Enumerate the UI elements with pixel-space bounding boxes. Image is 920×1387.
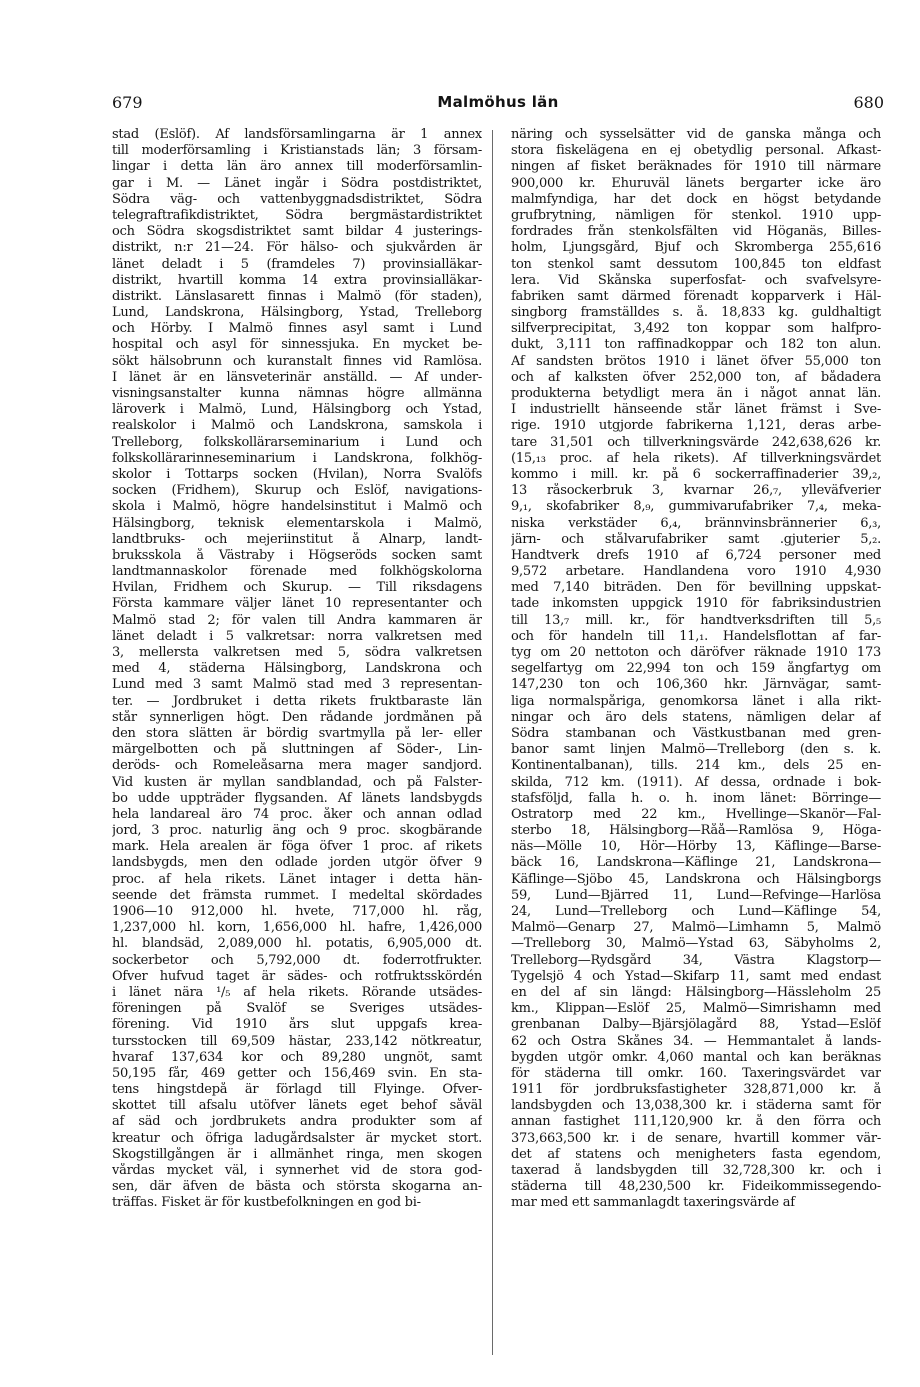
text-line: lera. Vid Skånska superfosfat- och svafvelsyre- xyxy=(511,272,881,288)
right-text-column xyxy=(511,127,881,1212)
column-divider xyxy=(492,130,493,1355)
text-line: jord, 3 proc. naturlig äng och 9 proc. skogbärande xyxy=(112,823,482,839)
text-line: den stora slätten är bördig svartmylla på ler- eller xyxy=(112,725,482,741)
text-line: ningar och äro dels statens, nämligen delar af xyxy=(511,709,881,725)
text-line: Första kammare väljer länet 10 representanter och xyxy=(112,596,482,612)
text-line: segelfartyg om 22,994 ton och 159 ångfartyg om xyxy=(511,661,881,677)
text-line: träffas. Fisket är för kustbefolkningen en god bi- xyxy=(112,1195,421,1211)
text-line: bo udde uppträder flygsanden. Af länets landsbygds xyxy=(112,790,482,806)
text-line: bäck 16, Landskrona—Käflinge 21, Landskrona— xyxy=(511,855,881,871)
text-line: Södra stambanan och Västkustbanan med gren- xyxy=(511,725,881,741)
text-line: 147,230 ton och 106,360 hkr. Järnvägar, samt- xyxy=(511,677,881,693)
text-line: landtmannaskolor förenade med folkhögskolorna xyxy=(112,564,482,580)
text-line: landsbygds, men den odlade jorden utgör öfver 9 xyxy=(112,855,482,871)
text-line: banor samt linjen Malmö—Trelleborg (den s. k. xyxy=(511,742,881,758)
text-line: 900,000 kr. Ehuruväl länets bergarter icke äro xyxy=(511,175,881,191)
text-line: —Trelleborg 30, Malmö—Ystad 63, Säbyholms 2, xyxy=(511,936,881,952)
text-line: distrikt, hvartill komma 14 extra provinsialläkar- xyxy=(112,272,482,288)
text-line: tare 31,501 och tillverkningsvärde 242,638,626 kr. xyxy=(511,434,881,450)
text-line: sockerbetor och 5,792,000 dt. foderrotfrukter. xyxy=(112,952,482,968)
text-line: länet deladt i 5 valkretsar: norra valkretsen med xyxy=(112,628,482,644)
text-line: taxerad å landsbygden till 32,728,300 kr. och i xyxy=(511,1163,881,1178)
text-line: deröds- och Romeleåsarna mera mager sandjord. xyxy=(112,758,482,774)
text-line: socken (Fridhem), Skurup och Eslöf, navigations- xyxy=(112,483,482,499)
text-line: och Hörby. I Malmö finnes asyl samt i Lund xyxy=(112,321,482,337)
text-line: en del af sin längd: Hälsingborg—Hässleholm 25 xyxy=(511,984,881,1000)
text-line: lingar i detta län äro annex till moderförsamlin- xyxy=(112,159,482,175)
text-line: tade inkomsten uppgick 1910 för fabriksindustrien xyxy=(511,596,881,612)
text-line: kreatur och öfriga ladugårdsalster är mycket stort. xyxy=(112,1130,482,1146)
text-line: märgelbotten och på sluttningen af Söder-, Lin- xyxy=(112,742,482,758)
text-line: proc. af hela rikets. Länet intager i detta hän- xyxy=(112,871,482,887)
text-line: Kontinentalbanan), tills. 214 km., dels 25 en- xyxy=(511,758,881,774)
text-line: (15,₁₃ proc. af hela rikets). Af tillverkningsvärdet xyxy=(511,450,881,466)
text-line: realskolor i Malmö och Landskrona, samskola i xyxy=(112,418,482,434)
text-line: Öfver hufvud taget är sädes- och rotfruktsskördén xyxy=(112,968,482,984)
text-line: Käflinge—Sjöbo 45, Landskrona och Hälsingborgs xyxy=(511,871,881,887)
text-line: 9,572 arbetare. Handlandena voro 1910 4,930 xyxy=(511,564,881,580)
left-text-column xyxy=(112,127,482,1212)
text-line: km., Klippan—Eslöf 25, Malmö—Simrishamn med xyxy=(511,1001,881,1017)
text-line: grufbrytning, nämligen för stenkol. 1910 upp- xyxy=(511,207,881,223)
text-line: stafsföljd, falla h. o. h. inom länet: Börringe— xyxy=(511,790,881,806)
page-number-left: 679 xyxy=(112,93,143,112)
text-line: i länet nära ¹/₅ af hela rikets. Rörande utsädes- xyxy=(112,984,482,1000)
text-line: distrikt. Länslasarett finnas i Malmö (för staden), xyxy=(112,288,482,304)
text-line: Vid kusten är myllan sandblandad, och på Falster- xyxy=(112,774,482,790)
text-line: rige. 1910 utgjorde fabrikerna 1,121, deras arbe- xyxy=(511,418,881,434)
text-line: näring och sysselsätter vid de ganska många och xyxy=(511,127,881,142)
text-line: och för handeln till 11,₁. Handelsflottan af far- xyxy=(511,628,881,644)
text-line: hela landareal äro 74 proc. åker och annan odlad xyxy=(112,806,482,822)
text-line: 62 och Östra Skånes 34. — Hemmantalet å lands- xyxy=(511,1033,881,1049)
text-line: af säd och jordbrukets andra produkter som af xyxy=(112,1114,482,1130)
text-line: stad (Eslöf). Af landsförsamlingarna är 1 annex xyxy=(112,127,482,142)
text-line: skola i Malmö, högre handelsinstitut i Malmö och xyxy=(112,499,482,515)
text-line: ningen af fisket beräknades för 1910 till närmare xyxy=(511,159,881,175)
text-line: 50,195 får, 469 getter och 156,469 svin. En sta- xyxy=(112,1065,482,1081)
text-line: ter. — Jordbruket i detta rikets fruktbaraste län xyxy=(112,693,482,709)
text-line: grenbanan Dalby—Bjärsjölagård 88, Ystad—Eslöf xyxy=(511,1017,881,1033)
text-line: det af statens och menigheters fasta egendom, xyxy=(511,1146,881,1162)
text-line: bygden utgör omkr. 4,060 mantal och kan beräknas xyxy=(511,1049,881,1065)
text-line: tens hingstdepå är förlagd till Flyinge. Öfver- xyxy=(112,1082,482,1098)
text-line: näs—Mölle 10, Hör—Hörby 13, Käflinge—Barse- xyxy=(511,839,881,855)
text-line: visningsanstalter kunna nämnas högre allmänna xyxy=(112,386,482,401)
text-line: järn- och stålvarufabriker samt .gjuterier 5,₂. xyxy=(511,531,881,547)
text-line: Södra väg- och vattenbyggnadsdistriktet, Södra xyxy=(112,191,482,207)
text-line: skolor i Tottarps socken (Hvilan), Norra Svalöfs xyxy=(112,466,482,482)
text-line: och af kalksten öfver 252,000 ton, af bådadera xyxy=(511,369,881,385)
text-line: 1906—10 912,000 hl. hvete, 717,000 hl. råg, xyxy=(112,904,482,919)
text-line: Malmö stad 2; för valen till Andra kammaren är xyxy=(112,612,482,628)
text-line: Af sandsten brötos 1910 i länet öfver 55,000 ton xyxy=(511,353,881,369)
text-line: Handtverk drefs 1910 af 6,724 personer med xyxy=(511,547,881,563)
text-line: bruksskola å Västraby i Högseröds socken samt xyxy=(112,547,482,563)
text-line: Lund, Landskrona, Hälsingborg, Ystad, Trelleborg xyxy=(112,305,482,321)
text-line: med 4, städerna Hälsingborg, Landskrona och xyxy=(112,661,482,677)
text-line: 1,237,000 hl. korn, 1,656,000 hl. hafre, 1,426,000 xyxy=(112,920,482,936)
text-line: sterbo 18, Hälsingborg—Råå—Ramlösa 9, Höga- xyxy=(511,823,881,839)
text-line: skottet till afsalu utöfver länets eget behof såväl xyxy=(112,1098,482,1114)
text-line: länet deladt i 5 (framdeles 7) provinsialläkar- xyxy=(112,256,482,272)
text-line: sökt hälsobrunn och kuranstalt finnes vid Ramlösa. xyxy=(112,353,482,369)
text-line: tursstocken till 69,509 hästar, 233,142 nötkreatur, xyxy=(112,1033,482,1049)
text-line: liga normalspåriga, genomkorsa länet i alla rikt- xyxy=(511,693,881,709)
text-line: dukt, 3,111 ton raffinadkoppar och 182 ton alun. xyxy=(511,337,881,353)
text-line: gar i M. — Länet ingår i Södra postdistriktet, xyxy=(112,175,482,191)
text-line: landsbygden och 13,038,300 kr. i städerna samt för xyxy=(511,1098,881,1114)
text-line: Hälsingborg, teknisk elementarskola i Malmö, xyxy=(112,515,482,531)
text-line: föreningen på Svalöf se Sveriges utsädes- xyxy=(112,1001,482,1017)
text-line: telegraftrafikdistriktet, Södra bergmästardistriktet xyxy=(112,207,482,223)
text-line: står synnerligen högt. Den rådande jordmånen på xyxy=(112,709,482,725)
text-line: I länet är en länsveterinär anställd. — Af under- xyxy=(112,369,482,385)
text-line: annan fastighet 111,120,900 kr. å den förra och xyxy=(511,1114,881,1130)
text-line: sen, där äfven de bästa och största skogarna an- xyxy=(112,1179,482,1195)
text-line: tyg om 20 nettoton och däröfver räknade 1910 173 xyxy=(511,645,881,660)
text-line: till 13,₇ mill. kr., för handtverksdriften till 5,₅ xyxy=(511,612,881,628)
text-line: hl. blandsäd, 2,089,000 hl. potatis, 6,905,000 dt. xyxy=(112,936,482,952)
text-line: skilda, 712 km. (1911). Af dessa, ordnade i bok- xyxy=(511,774,881,790)
text-line: till moderförsamling i Kristianstads län; 3 försam- xyxy=(112,143,482,159)
text-line: förening. Vid 1910 års slut uppgafs krea- xyxy=(112,1017,482,1033)
text-line: silfverprecipitat, 3,492 ton koppar som halfpro- xyxy=(511,321,881,337)
text-line: städerna till 48,230,500 kr. Fideikommissegendo- xyxy=(511,1179,881,1195)
text-line: fabriken samt därmed förenadt kopparverk i Häl- xyxy=(511,288,881,304)
text-line: Malmö—Genarp 27, Malmö—Limhamn 5, Malmö xyxy=(511,920,881,936)
text-line: 13 råsockerbruk 3, kvarnar 26,₇, ylleväfverier xyxy=(511,483,881,499)
page-header xyxy=(112,93,884,115)
text-line: kommo i mill. kr. på 6 sockerraffinaderier 39,₂, xyxy=(511,466,881,482)
text-line: holm, Ljungsgård, Bjuf och Skromberga 255,616 xyxy=(511,240,881,256)
text-line: 59, Lund—Bjärred 11, Lund—Refvinge—Harlösa xyxy=(511,887,881,903)
page-number-right: 680 xyxy=(853,93,884,112)
text-line: Tygelsjö 4 och Ystad—Skifarp 11, samt med endast xyxy=(511,968,881,984)
text-line: singborg framställdes s. å. 18,833 kg. guldhaltigt xyxy=(511,305,881,321)
text-line: ton stenkol samt dessutom 100,845 ton eldfast xyxy=(511,256,881,272)
text-line: stora fiskelägena en ej obetydlig personal. Afkast- xyxy=(511,143,881,159)
text-line: mar med ett sammanlagdt taxeringsvärde af xyxy=(511,1195,795,1211)
text-line: 9,₁, skofabriker 8,₉, gummivarufabriker 7,₄, meka- xyxy=(511,499,881,515)
text-line: Trelleborg—Rydsgård 34, Västra Klagstorp— xyxy=(511,952,881,968)
text-line: 3, mellersta valkretsen med 5, södra valkretsen xyxy=(112,645,482,660)
text-line: Hvilan, Fridhem och Skurup. — Till riksdagens xyxy=(112,580,482,596)
running-title: Malmöhus län xyxy=(437,93,559,111)
text-line: för städerna till omkr. 160. Taxeringsvärdet var xyxy=(511,1065,881,1081)
text-line: vårdas mycket väl, i synnerhet vid de stora god- xyxy=(112,1163,482,1178)
text-line: produkterna betydligt mera än i något annat län. xyxy=(511,386,881,401)
text-line: folkskollärarinneseminarium i Landskrona, folkhög- xyxy=(112,450,482,466)
text-line: 373,663,500 kr. i de senare, hvartill kommer vär- xyxy=(511,1130,881,1146)
text-line: och Södra skogsdistriktet samt bildar 4 justerings- xyxy=(112,224,482,240)
text-line: mark. Hela arealen är föga öfver 1 proc. af rikets xyxy=(112,839,482,855)
text-line: 1911 för jordbruksfastigheter 328,871,000 kr. å xyxy=(511,1082,881,1098)
text-line: Skogstillgången är i allmänhet ringa, men skogen xyxy=(112,1146,482,1162)
text-line: Lund med 3 samt Malmö stad med 3 representan- xyxy=(112,677,482,693)
text-line: Östratorp med 22 km., Hvellinge—Skanör—Fal- xyxy=(511,806,881,822)
text-line: 24, Lund—Trelleborg och Lund—Käflinge 54, xyxy=(511,904,881,919)
text-line: malmfyndiga, har det dock en högst betydande xyxy=(511,191,881,207)
text-line: med 7,140 biträden. Den för bevillning uppskat- xyxy=(511,580,881,596)
text-line: hvaraf 137,634 kor och 89,280 ungnöt, samt xyxy=(112,1049,482,1065)
text-line: fordrades från stenkolsfälten vid Höganäs, Billes- xyxy=(511,224,881,240)
text-line: niska verkstäder 6,₄, brännvinsbrännerier 6,₃, xyxy=(511,515,881,531)
text-line: landtbruks- och mejeriinstitut å Alnarp, landt- xyxy=(112,531,482,547)
text-line: läroverk i Malmö, Lund, Hälsingborg och Ystad, xyxy=(112,402,482,418)
text-line: distrikt, n:r 21—24. För hälso- och sjukvården är xyxy=(112,240,482,256)
text-line: seende det främsta rummet. I medeltal skördades xyxy=(112,887,482,903)
text-line: I industriellt hänseende står länet främst i Sve- xyxy=(511,402,881,418)
text-line: Trelleborg, folkskollärarseminarium i Lund och xyxy=(112,434,482,450)
text-line: hospital och asyl för sinnessjuka. En mycket be- xyxy=(112,337,482,353)
